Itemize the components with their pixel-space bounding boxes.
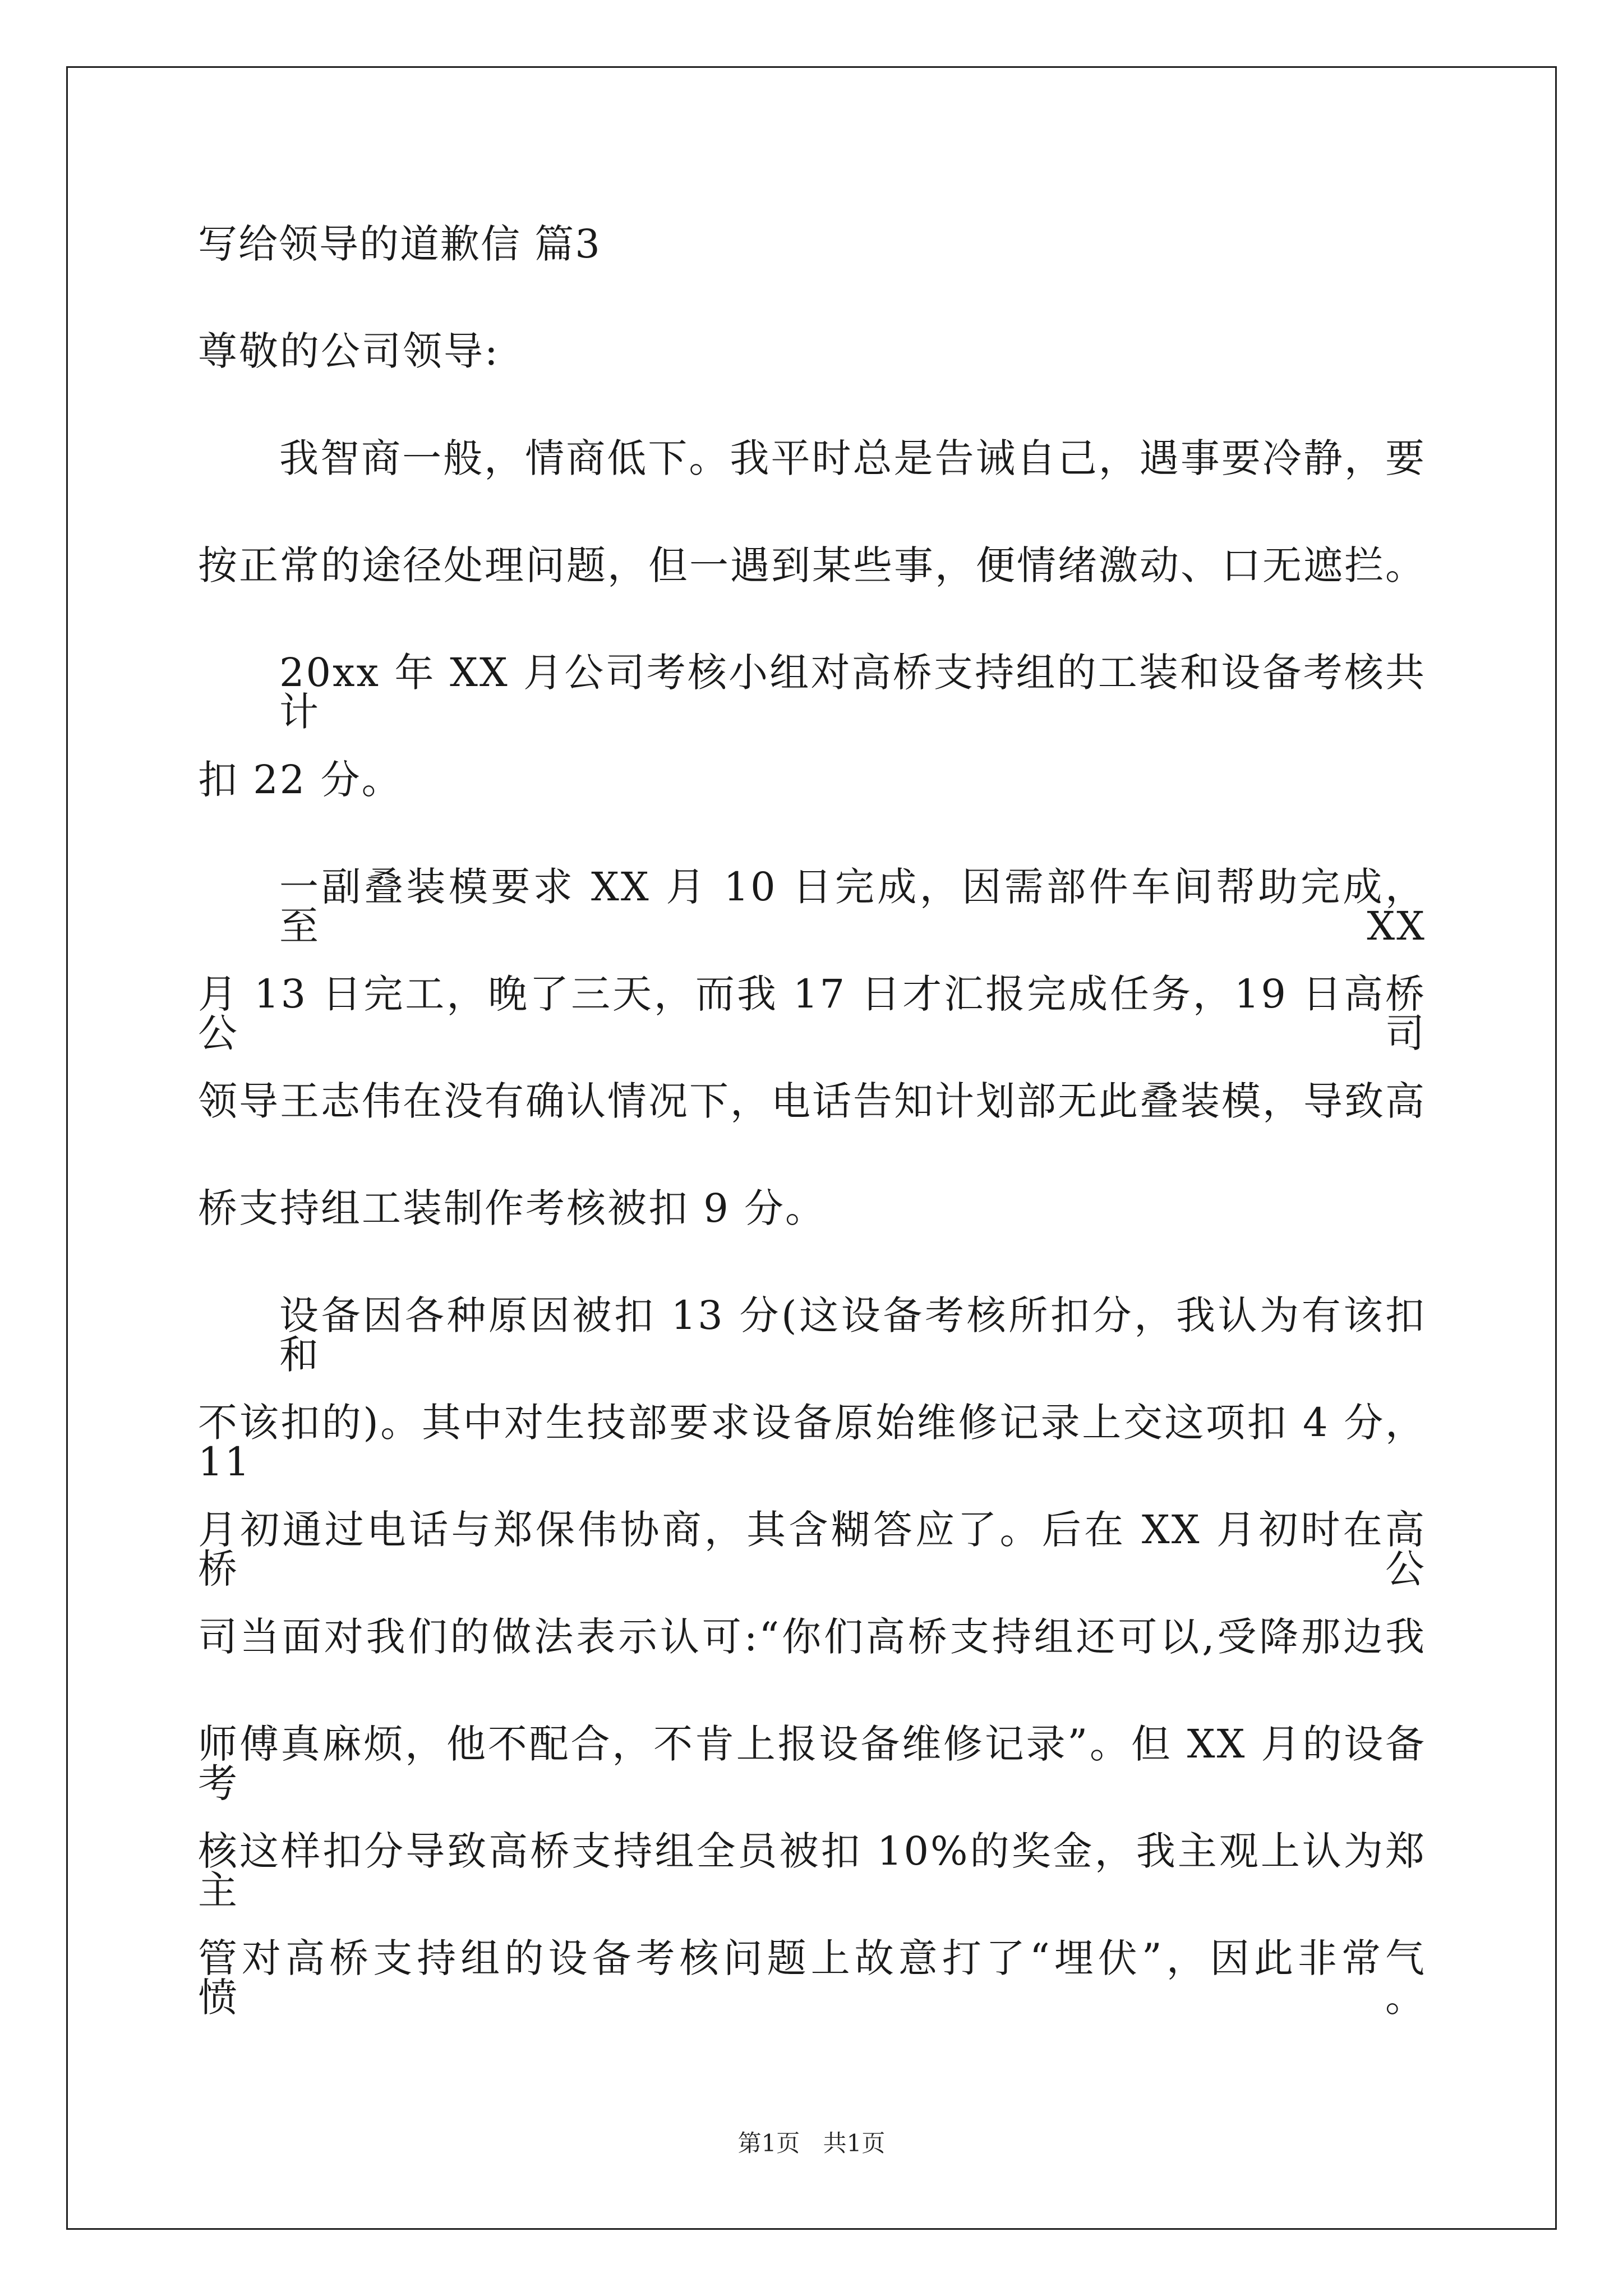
paragraph-line: 师傅真麻烦，他不配合，不肯上报设备维修记录”。但 XX 月的设备考	[198, 1721, 1426, 1806]
page-footer	[0, 2129, 1623, 2157]
paragraph-line: 一副叠装模要求 XX 月 10 日完成，因需部件车间帮助完成，至 XX	[279, 864, 1426, 949]
letter-body	[198, 221, 1426, 2046]
salutation: 尊敬的公司领导:	[198, 328, 500, 374]
paragraph-line: 月初通过电话与郑保伟协商，其含糊答应了。后在 XX 月初时在高桥公	[198, 1507, 1426, 1592]
page-number-total: 共1页	[823, 2129, 886, 2157]
paragraph-line: 按正常的途径处理问题，但一遇到某些事，便情绪激动、口无遮拦。	[198, 542, 1426, 588]
document-title: 写给领导的道歉信 篇3	[198, 221, 601, 267]
paragraph-line: 不该扣的)。其中对生技部要求设备原始维修记录上交这项扣 4 分，11	[198, 1400, 1426, 1485]
paragraph-line: 月 13 日完工，晚了三天，而我 17 日才汇报完成任务，19 日高桥公司	[198, 971, 1426, 1056]
paragraph-line: 司当面对我们的做法表示认可:“你们高桥支持组还可以,受降那边我	[198, 1614, 1426, 1660]
paragraph-line: 设备因各种原因被扣 13 分(这设备考核所扣分，我认为有该扣和	[279, 1292, 1426, 1378]
page-number-current: 第1页	[737, 2129, 800, 2157]
paragraph-line: 我智商一般，情商低下。我平时总是告诫自己，遇事要冷静，要	[279, 435, 1426, 481]
paragraph-line: 扣 22 分。	[198, 757, 403, 803]
paragraph-line: 领导王志伟在没有确认情况下，电话告知计划部无此叠装模，导致高	[198, 1078, 1426, 1124]
paragraph-line: 核这样扣分导致高桥支持组全员被扣 10%的奖金，我主观上认为郑主	[198, 1828, 1426, 1913]
paragraph-line: 桥支持组工装制作考核被扣 9 分。	[198, 1185, 827, 1231]
paragraph-line: 20xx 年 XX 月公司考核小组对高桥支持组的工装和设备考核共计	[279, 650, 1426, 735]
paragraph-line: 管对高桥支持组的设备考核问题上故意打了“埋伏”，因此非常气愤。	[198, 1935, 1426, 2021]
